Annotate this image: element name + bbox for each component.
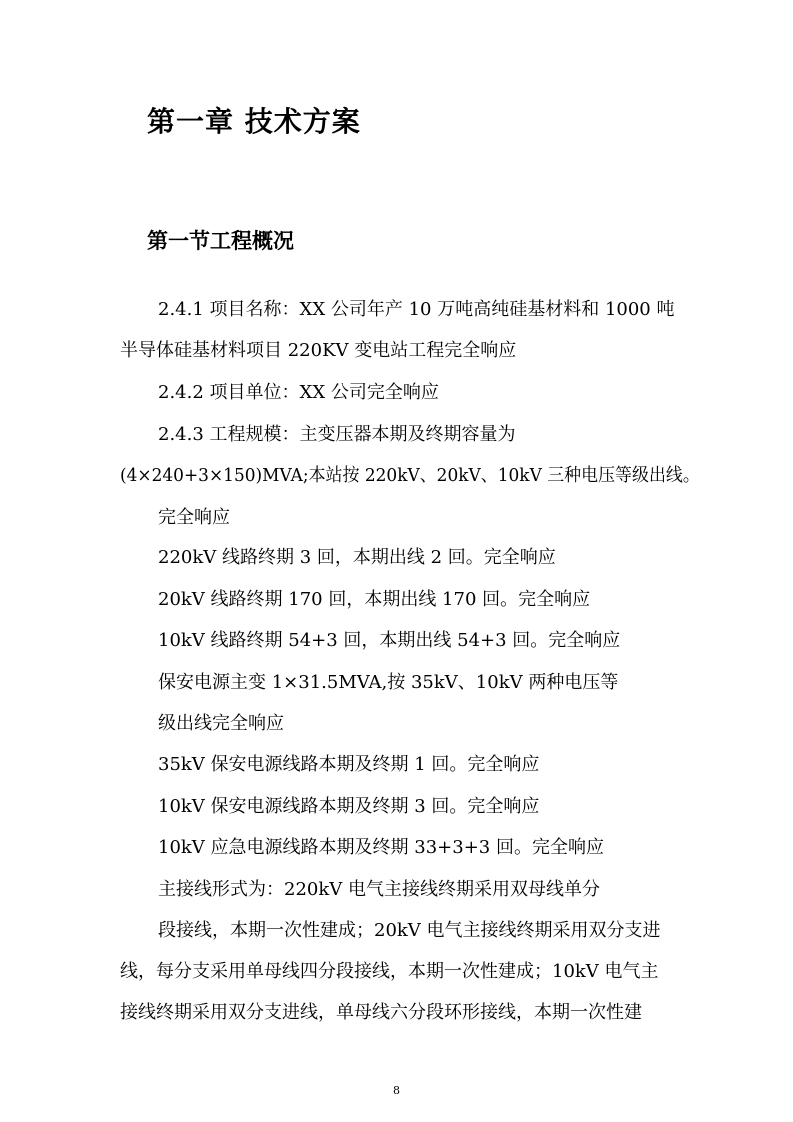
text-line: (4×240+3×150)MVA;本站按 220kV、20kV、10kV 三种电压等级出线。 [120,465,700,486]
text-line: 主接线形式为：220kV 电气主接线终期采用双母线单分 [158,879,600,900]
text-line: 2.4.3 工程规模：主变压器本期及终期容量为 [158,424,516,445]
page-number: 8 [393,1084,400,1097]
text-line: 10kV 应急电源线路本期及终期 33+3+3 回。完全响应 [158,837,604,858]
text-line: 220kV 线路终期 3 回，本期出线 2 回。完全响应 [158,547,556,568]
chapter-title: 第一章 技术方案 [147,105,361,138]
text-line: 2.4.1 项目名称：XX 公司年产 10 万吨高纯硅基材料和 1000 吨 [158,299,675,320]
text-line: 20kV 线路终期 170 回，本期出线 170 回。完全响应 [158,589,591,610]
text-line: 10kV 保安电源线路本期及终期 3 回。完全响应 [158,796,540,817]
text-line: 接线终期采用双分支进线，单母线六分段环形接线，本期一次性建 [120,1002,642,1023]
text-line: 段接线，本期一次性建成；20kV 电气主接线终期采用双分支进 [158,920,661,941]
text-line: 半导体硅基材料项目 220KV 变电站工程完全响应 [120,340,517,361]
text-line: 保安电源主变 1×31.5MVA,按 35kV、10kV 两种电压等 [158,672,619,693]
text-line: 10kV 线路终期 54+3 回，本期出线 54+3 回。完全响应 [158,630,621,651]
text-line: 2.4.2 项目单位：XX 公司完全响应 [158,382,439,403]
text-line: 35kV 保安电源线路本期及终期 1 回。完全响应 [158,754,540,775]
text-line: 线，每分支采用单母线四分段接线，本期一次性建成；10kV 电气主 [120,961,659,982]
text-line: 完全响应 [158,507,230,528]
text-line: 级出线完全响应 [158,713,284,734]
section-title: 第一节工程概况 [147,228,294,253]
